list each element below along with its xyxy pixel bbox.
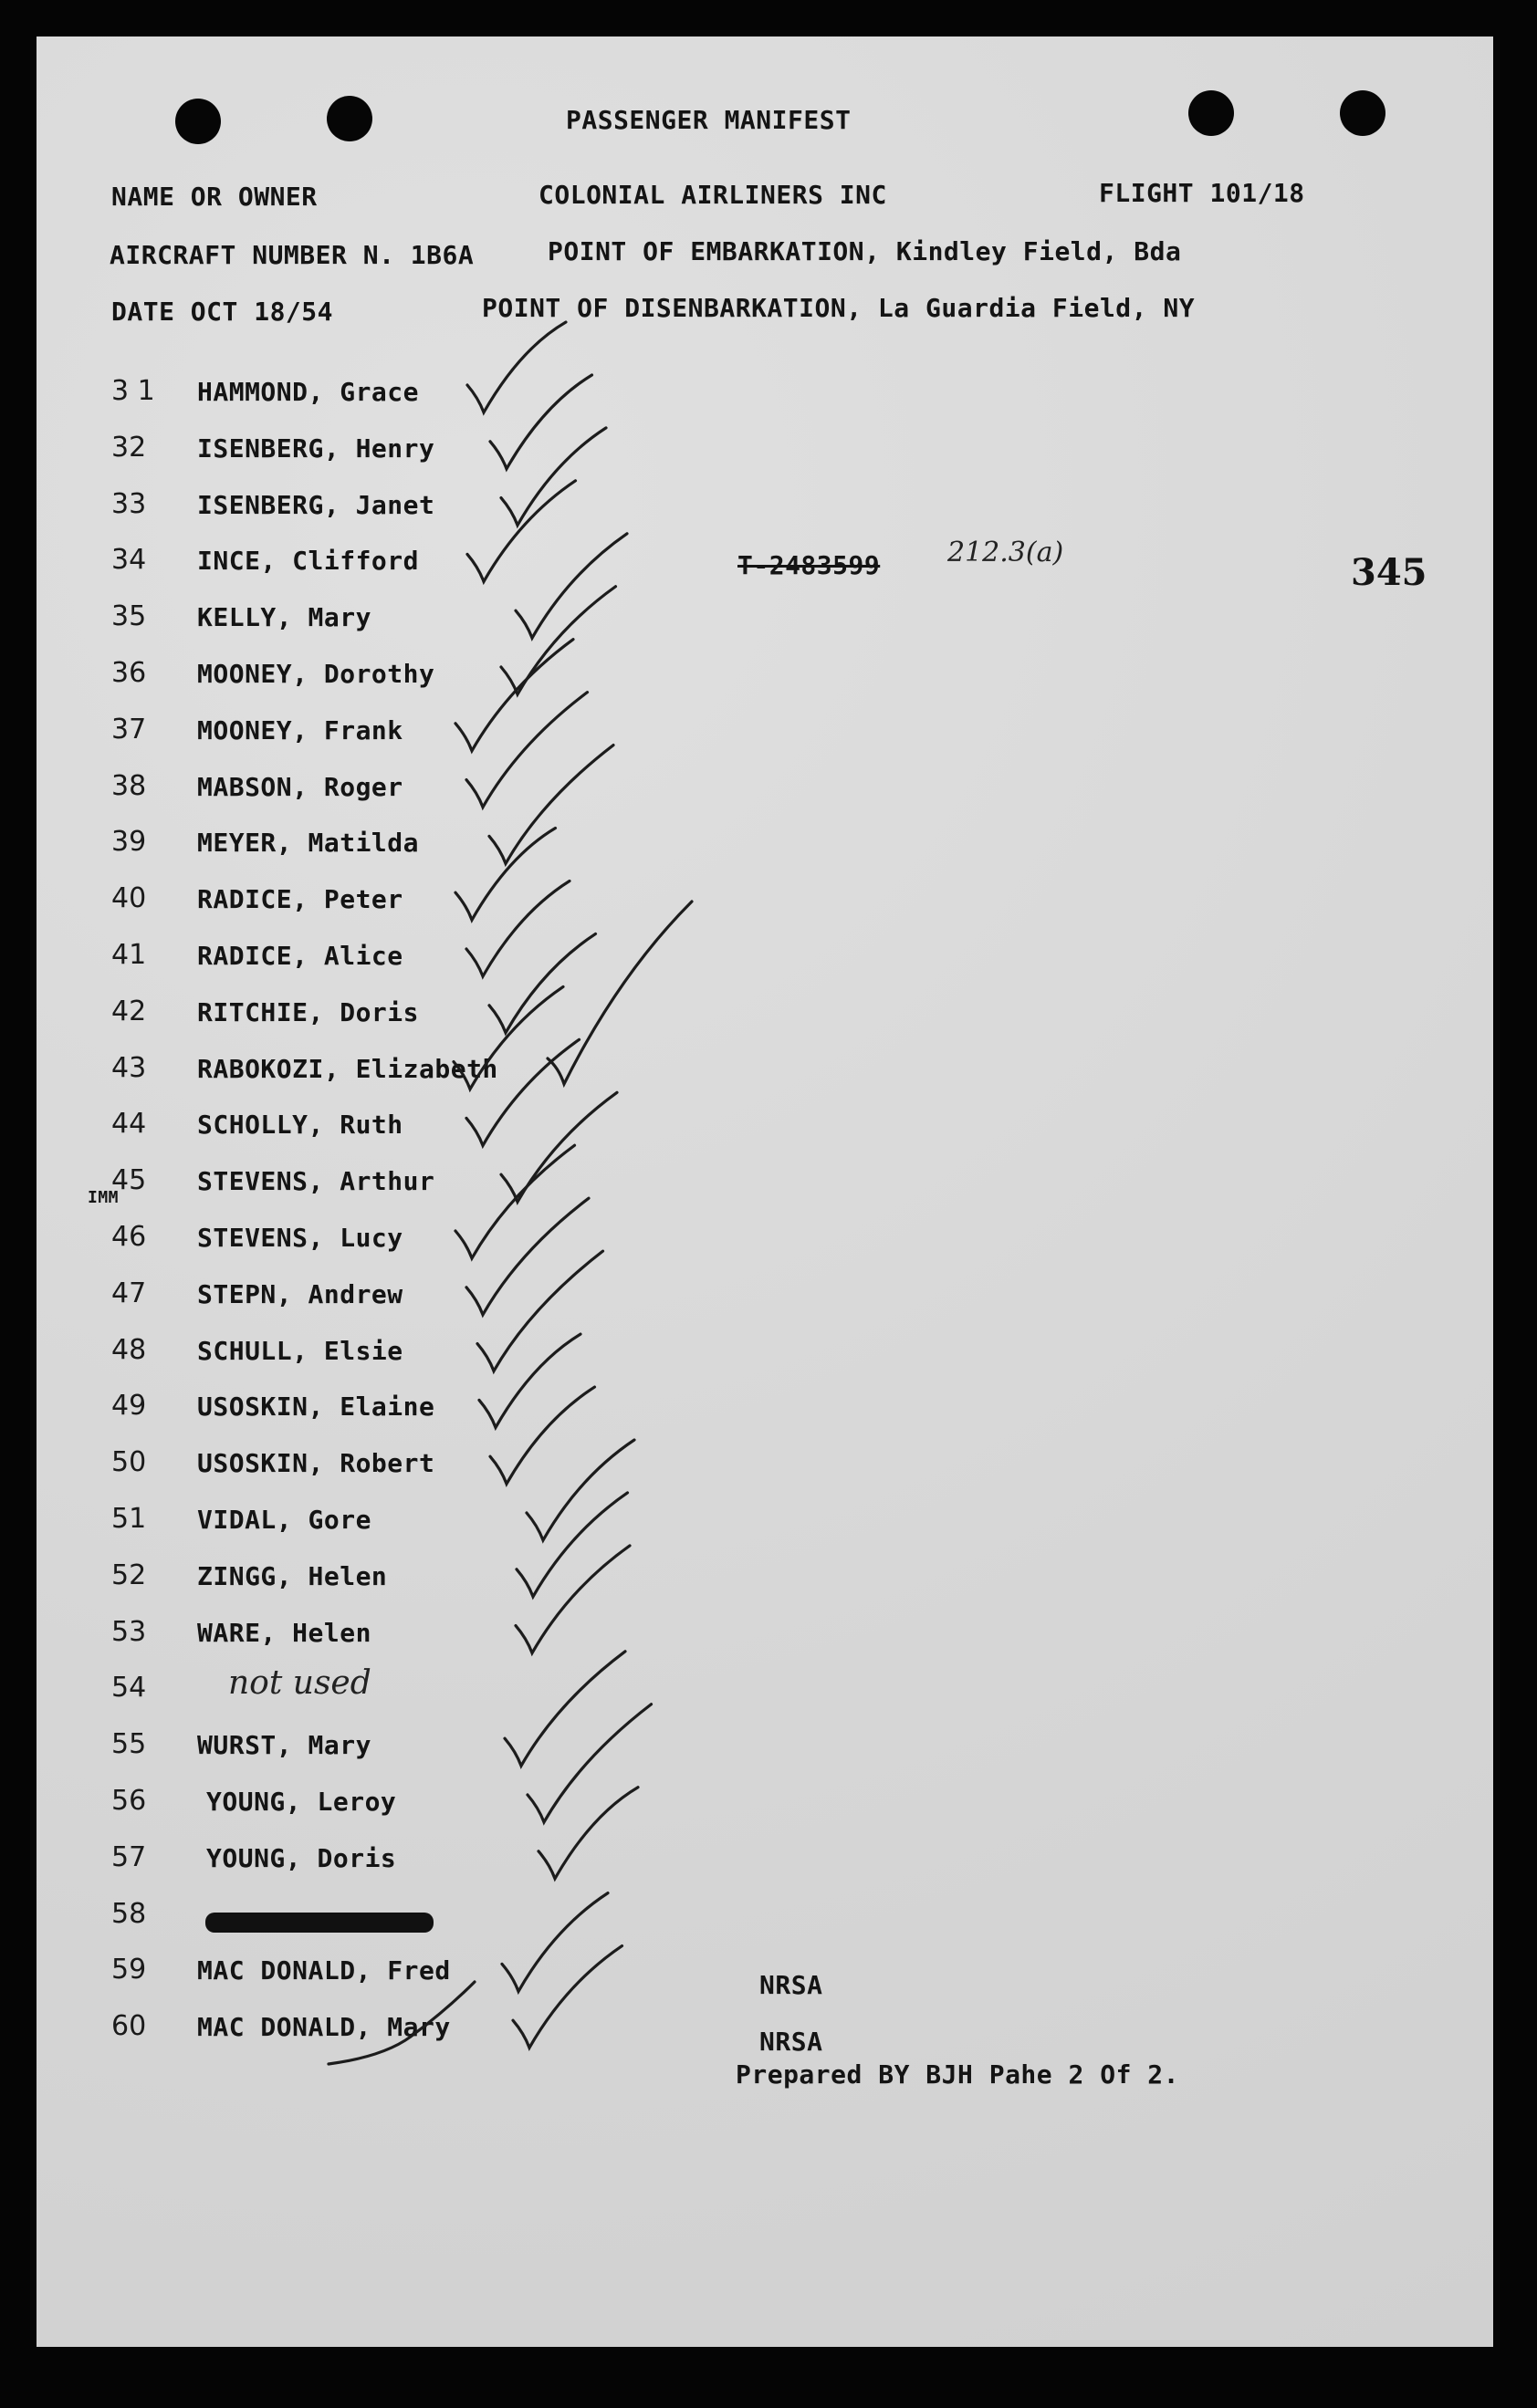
- checkmark: [477, 1251, 603, 1371]
- not-used-note: not used: [228, 1664, 371, 1702]
- flight-number: FLIGHT 101/18: [1099, 178, 1305, 208]
- passenger-name: HAMMOND, Grace: [197, 377, 420, 407]
- passenger-name: YOUNG, Doris: [206, 1843, 397, 1873]
- row-number: 53: [111, 1616, 147, 1648]
- checkmark: [501, 1092, 617, 1202]
- passenger-name: MAC DONALD, Fred: [197, 1955, 451, 1986]
- row-number: 50: [111, 1446, 147, 1478]
- passenger-name: USOSKIN, Robert: [197, 1448, 435, 1478]
- row-number: 51: [111, 1503, 147, 1535]
- row-number: 3 1: [111, 375, 155, 407]
- owner-label: NAME OR OWNER: [111, 182, 318, 212]
- passenger-name: YOUNG, Leroy: [206, 1787, 397, 1817]
- row-number: 56: [111, 1785, 147, 1817]
- passenger-name: MABSON, Roger: [197, 772, 403, 802]
- row-number: 45: [111, 1164, 147, 1196]
- checkmark: [548, 902, 692, 1084]
- row-number: 38: [111, 770, 147, 802]
- row-number: 49: [111, 1390, 147, 1422]
- margin-mark: IMM: [88, 1188, 120, 1207]
- checkmark: [501, 428, 606, 526]
- passenger-name: ZINGG, Helen: [197, 1561, 388, 1591]
- row-number: 47: [111, 1277, 147, 1309]
- checkmark: [516, 1546, 630, 1653]
- passenger-name: ISENBERG, Henry: [197, 433, 435, 464]
- aircraft-number: AIRCRAFT NUMBER N. 1B6A: [110, 240, 475, 270]
- passenger-name: WURST, Mary: [197, 1730, 371, 1760]
- checkmark: [466, 1198, 589, 1315]
- checkmark: [517, 1493, 628, 1597]
- passenger-name: SCHULL, Elsie: [197, 1336, 403, 1366]
- checkmark: [527, 1440, 634, 1540]
- passenger-name: STEVENS, Lucy: [197, 1223, 403, 1253]
- checkmark: [455, 1145, 575, 1258]
- prepared-by: Prepared BY BJH Pahe 2 Of 2.: [736, 2059, 1180, 2090]
- checkmark: [501, 587, 616, 694]
- punch-hole: [327, 96, 372, 141]
- row-number: 37: [111, 714, 147, 745]
- passenger-name: RADICE, Alice: [197, 941, 403, 971]
- page-stamp: 345: [1351, 551, 1427, 594]
- passenger-name: KELLY, Mary: [197, 602, 371, 632]
- passenger-name: MEYER, Matilda: [197, 828, 420, 858]
- passenger-name: USOSKIN, Elaine: [197, 1392, 435, 1422]
- row-number: 39: [111, 826, 147, 858]
- checkmark: [538, 1788, 638, 1879]
- row-number: 41: [111, 939, 147, 971]
- passenger-name: RITCHIE, Doris: [197, 997, 420, 1027]
- passenger-name: SCHOLLY, Ruth: [197, 1110, 403, 1140]
- manifest-date: DATE OCT 18/54: [111, 297, 334, 327]
- checkmark: [467, 322, 566, 412]
- checkmark: [516, 534, 627, 638]
- row-number: 57: [111, 1841, 147, 1873]
- punch-hole: [1340, 90, 1385, 136]
- passenger-name: STEPN, Andrew: [197, 1279, 403, 1309]
- passenger-name: WARE, Helen: [197, 1618, 371, 1648]
- row-number: 55: [111, 1728, 147, 1760]
- checkmark: [466, 693, 588, 808]
- page-title: PASSENGER MANIFEST: [566, 105, 852, 135]
- row-number: 34: [111, 544, 147, 576]
- row-number: 33: [111, 488, 147, 520]
- checkmark: [467, 481, 576, 582]
- checkmark: [505, 1652, 625, 1766]
- checkmark: [479, 1334, 580, 1427]
- redaction-bar: [205, 1913, 434, 1933]
- passenger-name: RABOKOZI, Elizabeth: [197, 1054, 498, 1084]
- row-number: 58: [111, 1898, 147, 1930]
- disembarkation-point: POINT OF DISENBARKATION, La Guardia Field, NY: [482, 293, 1196, 323]
- row-number: 36: [111, 657, 147, 689]
- checkmark: [455, 640, 573, 751]
- checkmark: [489, 745, 613, 864]
- checkmark: [455, 829, 556, 921]
- checkmark: [489, 933, 596, 1032]
- row-number: 35: [111, 600, 147, 632]
- row-number: 48: [111, 1334, 147, 1366]
- owner-value: COLONIAL AIRLINERS INC: [538, 180, 887, 210]
- passenger-name: INCE, Clifford: [197, 546, 420, 576]
- passenger-name: STEVENS, Arthur: [197, 1166, 435, 1196]
- row-number: 54: [111, 1672, 147, 1704]
- row-number: 60: [111, 2010, 147, 2042]
- punch-hole: [175, 99, 221, 144]
- passenger-name: MAC DONALD, Mary: [197, 2012, 451, 2042]
- checkmark: [490, 375, 592, 469]
- nrsa-label: NRSA: [759, 2027, 823, 2057]
- checkmark: [502, 1893, 608, 1992]
- row-number: 44: [111, 1108, 147, 1140]
- checkmark: [513, 1946, 622, 2048]
- reference-number: T-2483599: [737, 550, 881, 580]
- passenger-name: MOONEY, Dorothy: [197, 659, 435, 689]
- nrsa-label: NRSA: [759, 1970, 823, 2000]
- manifest-page: [37, 36, 1493, 2347]
- row-number: 32: [111, 432, 147, 464]
- row-number: 59: [111, 1954, 147, 1986]
- row-number: 46: [111, 1221, 147, 1253]
- row-number: 40: [111, 882, 147, 914]
- row-number: 42: [111, 996, 147, 1027]
- embarkation-point: POINT OF EMBARKATION, Kindley Field, Bda: [548, 236, 1182, 266]
- row-number: 52: [111, 1559, 147, 1591]
- handwritten-reference: 212.3(a): [947, 537, 1064, 568]
- checkmark: [466, 881, 570, 977]
- passenger-name: VIDAL, Gore: [197, 1505, 371, 1535]
- passenger-name: RADICE, Peter: [197, 884, 403, 914]
- checkmark: [490, 1387, 595, 1484]
- passenger-name: MOONEY, Frank: [197, 715, 403, 745]
- row-number: 43: [111, 1052, 147, 1084]
- passenger-name: ISENBERG, Janet: [197, 490, 435, 520]
- checkmark: [528, 1704, 652, 1822]
- punch-hole: [1188, 90, 1234, 136]
